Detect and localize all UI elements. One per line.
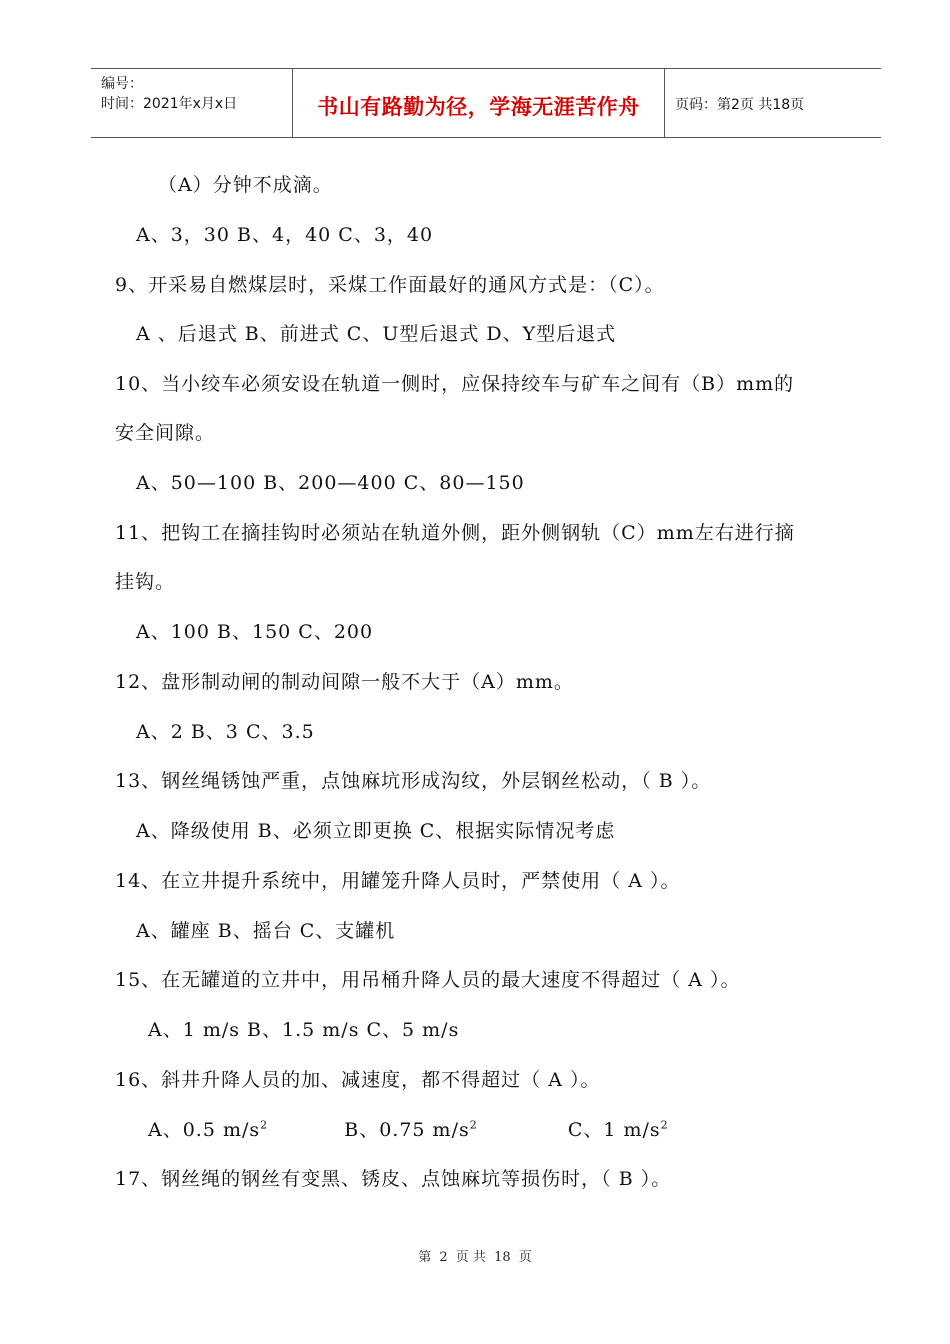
text-line: 挂钩。 [115, 571, 176, 593]
footer-mid: 页 共 [455, 1250, 486, 1265]
question-line: 10、当小绞车必须安设在轨道一侧时，应保持绞车与矿车之间有（B）mm的 [115, 373, 795, 395]
question-line: 15、在无罐道的立井中，用吊桶升降人员的最大速度不得超过（ A ）。 [115, 969, 741, 991]
number-label: 编号： [101, 76, 143, 92]
question-line: 9、开采易自燃煤层时，采煤工作面最好的通风方式是：（C）。 [115, 274, 665, 296]
page-header [91, 68, 881, 138]
option-line: A 、后退式 B、前进式 C、U型后退式 D、Y型后退式 [136, 323, 617, 345]
header-page-cell [665, 69, 881, 137]
option-c: C、1 m/s [567, 1119, 661, 1141]
time-label: 时间：2021年x月x日 [101, 96, 238, 112]
option-line: A、1 m/s B、1.5 m/s C、5 m/s [148, 1019, 460, 1041]
footer-prefix: 第 [418, 1250, 432, 1265]
page-footer [0, 1246, 950, 1265]
option-line [148, 1117, 669, 1143]
question-line: 13、钢丝绳锈蚀严重，点蚀麻坑形成沟纹，外层钢丝松动，（ B ）。 [115, 770, 712, 792]
option-line: A、罐座 B、摇台 C、支罐机 [136, 920, 396, 942]
footer-total-pages: 18 [494, 1250, 511, 1265]
option-line: A、2 B、3 C、3.5 [136, 721, 315, 743]
text-line: （A）分钟不成滴。 [158, 174, 333, 196]
text-line: 安全间隙。 [115, 422, 216, 444]
header-motto-cell [293, 69, 665, 137]
footer-page-number: 2 [439, 1250, 448, 1265]
page-info: 页码：第2页 共18页 [675, 97, 805, 113]
header-meta-cell [91, 69, 293, 137]
motto-text: 书山有路勤为径，学海无涯苦作舟 [317, 95, 640, 119]
option-line: A、3，30 B、4，40 C、3，40 [136, 224, 434, 246]
superscript: 2 [660, 1118, 669, 1132]
question-line: 14、在立井提升系统中，用罐笼升降人员时，严禁使用（ A ）。 [115, 870, 681, 892]
option-line: A、50—100 B、200—400 C、80—150 [136, 472, 525, 494]
question-line: 12、盘形制动闸的制动间隙一般不大于（A）mm。 [115, 671, 574, 693]
question-line: 11、把钩工在摘挂钩时必须站在轨道外侧，距外侧钢轨（C）mm左右进行摘 [115, 522, 795, 544]
question-line: 17、钢丝绳的钢丝有变黑、锈皮、点蚀麻坑等损伤时，（ B ）。 [115, 1168, 672, 1190]
footer-suffix: 页 [518, 1250, 532, 1265]
option-line: A、100 B、150 C、200 [136, 621, 374, 643]
question-line: 16、斜井升降人员的加、减速度，都不得超过（ A ）。 [115, 1069, 601, 1091]
option-line: A、降级使用 B、必须立即更换 C、根据实际情况考虑 [136, 820, 616, 842]
superscript: 2 [469, 1118, 478, 1132]
option-a: A、0.5 m/s [148, 1119, 261, 1141]
option-b: B、0.75 m/s [344, 1119, 470, 1141]
superscript: 2 [260, 1118, 269, 1132]
